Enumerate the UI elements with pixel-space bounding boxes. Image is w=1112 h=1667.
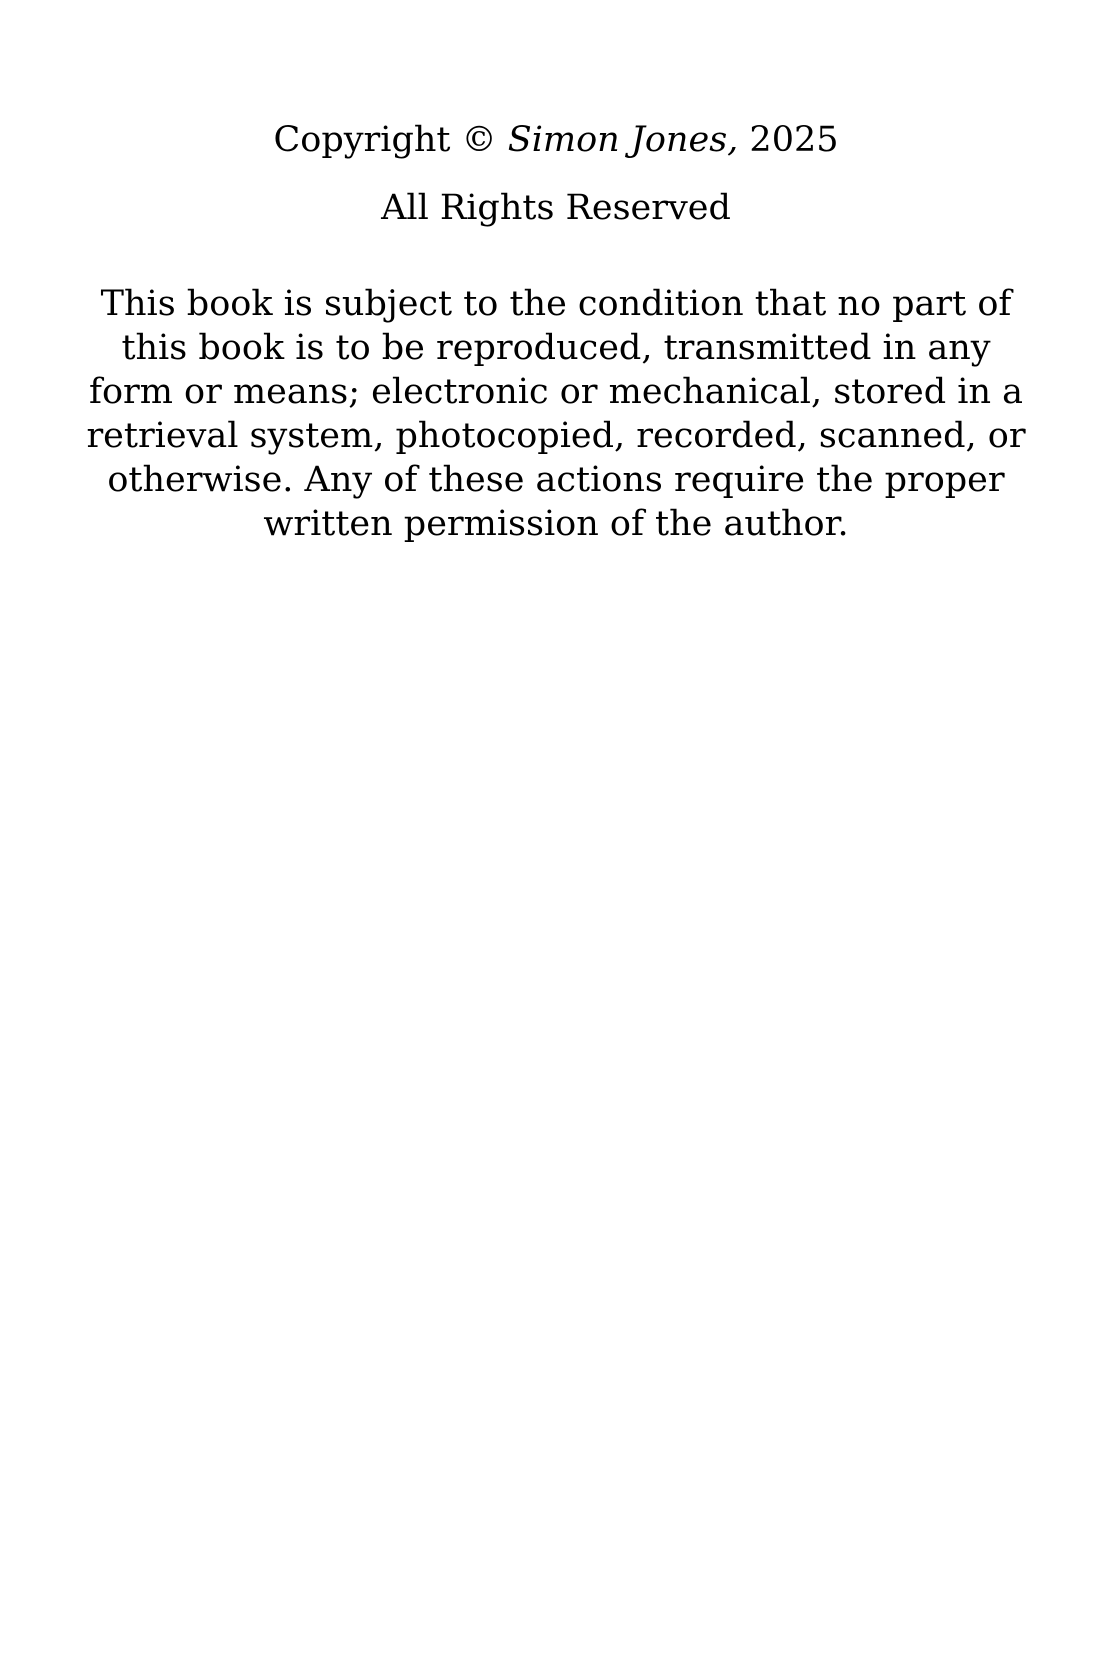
copyright-year: 2025 [749,120,839,160]
rights-reserved: All Rights Reserved [381,188,731,228]
copyright-prefix: Copyright © [273,120,497,160]
copyright-line [0,118,1112,162]
author-name: Simon Jones, [507,120,739,160]
copyright-notice: This book is subject to the condition that no part of this book is to be reproduced, transmitted in any form or means; electronic or mechanical, stored in a retrieval system, photocopied, recorded, scanned, or otherwise. Any of these actions require the proper written permission of the author. [86,284,1026,544]
